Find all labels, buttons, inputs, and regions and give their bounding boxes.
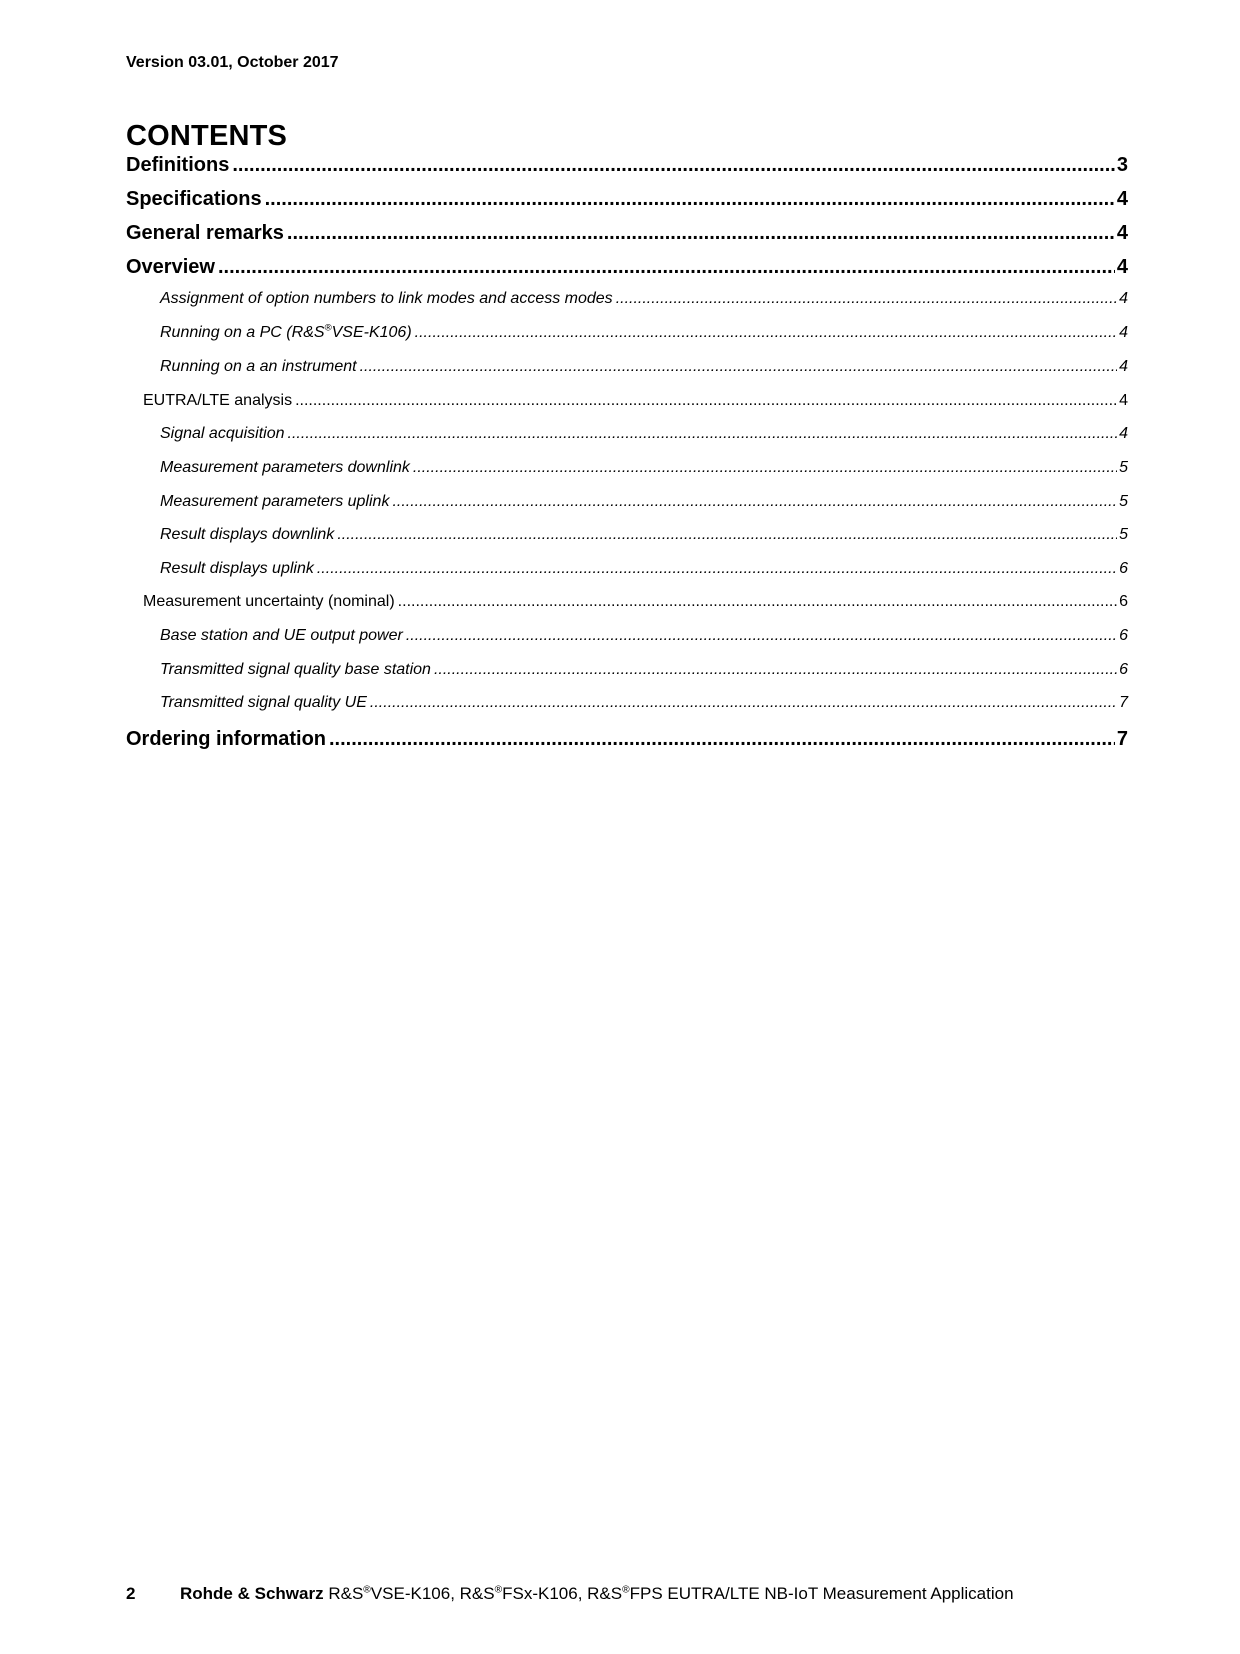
- toc-entry-page-number: 5: [1119, 526, 1128, 543]
- toc-dot-leader: [413, 459, 1117, 477]
- toc-dot-leader: [265, 188, 1115, 211]
- toc-entry-label: Base station and UE output power: [160, 627, 403, 644]
- toc-entry-label: EUTRA/LTE analysis: [143, 392, 293, 409]
- toc-dot-leader: [434, 661, 1117, 679]
- toc-dot-leader: [337, 526, 1117, 544]
- footer-brand: Rohde & Schwarz: [180, 1584, 324, 1603]
- toc-entry-label: Measurement parameters uplink: [160, 493, 390, 510]
- toc-entry-page-number: 6: [1119, 661, 1128, 678]
- toc-dot-leader: [329, 728, 1115, 751]
- toc-entry-label: Measurement uncertainty (nominal): [143, 593, 395, 610]
- toc-entry-page-number: 7: [1116, 728, 1128, 750]
- toc-entry-page-number: 3: [1116, 154, 1128, 176]
- toc-entry-page-number: 6: [1119, 593, 1128, 610]
- toc-entry-label: General remarks: [126, 222, 284, 244]
- toc-entry[interactable]: [126, 154, 1128, 177]
- toc-entry-label: Transmitted signal quality UE: [160, 694, 367, 711]
- toc-entry-page-number: 4: [1116, 188, 1128, 210]
- toc-entry[interactable]: [126, 526, 1128, 544]
- toc-dot-leader: [392, 493, 1117, 511]
- toc-entry[interactable]: [126, 256, 1128, 279]
- toc-entry-label: Assignment of option numbers to link modes and access modes: [160, 290, 613, 307]
- toc-entry-page-number: 6: [1119, 560, 1128, 577]
- toc-entry-page-number: 4: [1116, 256, 1128, 278]
- toc-entry-label: Result displays uplink: [160, 560, 314, 577]
- toc-entry-page-number: 5: [1119, 493, 1128, 510]
- footer-page-number: 2: [126, 1584, 136, 1603]
- toc-entry-label: Measurement parameters downlink: [160, 459, 410, 476]
- toc-entry[interactable]: [126, 324, 1128, 342]
- toc-dot-leader: [295, 392, 1117, 410]
- toc-entry[interactable]: [126, 392, 1128, 410]
- toc-entry-page-number: 6: [1119, 627, 1128, 644]
- toc-dot-leader: [398, 593, 1117, 611]
- toc-entry[interactable]: [126, 728, 1128, 751]
- toc-entry[interactable]: [126, 661, 1128, 679]
- toc-dot-leader: [288, 425, 1118, 443]
- toc-entry[interactable]: [126, 425, 1128, 443]
- toc-entry-label: Definitions: [126, 154, 230, 176]
- toc-entry-page-number: 4: [1119, 324, 1128, 341]
- toc-dot-leader: [317, 560, 1117, 578]
- toc-dot-leader: [616, 290, 1117, 308]
- toc-entry[interactable]: [126, 493, 1128, 511]
- toc-entry[interactable]: [126, 627, 1128, 645]
- toc-entry-label: Specifications: [126, 188, 262, 210]
- toc-entry-label: Transmitted signal quality base station: [160, 661, 431, 678]
- toc-dot-leader: [406, 627, 1117, 645]
- toc-dot-leader: [415, 324, 1117, 342]
- toc-dot-leader: [232, 154, 1115, 177]
- toc-entry[interactable]: [126, 560, 1128, 578]
- toc-entry[interactable]: [126, 290, 1128, 308]
- toc-entry[interactable]: [126, 222, 1128, 245]
- toc-entry-label: Overview: [126, 256, 215, 278]
- contents-heading: CONTENTS: [126, 120, 288, 152]
- toc-entry-label: Running on a an instrument: [160, 358, 357, 375]
- toc-entry-label: Result displays downlink: [160, 526, 335, 543]
- document-version: Version 03.01, October 2017: [126, 54, 339, 71]
- page-footer: [126, 1584, 1126, 1604]
- toc-entry[interactable]: [126, 459, 1128, 477]
- toc-entry-page-number: 4: [1119, 392, 1128, 409]
- toc-dot-leader: [360, 358, 1118, 376]
- toc-entry-label: Signal acquisition: [160, 425, 285, 442]
- toc-entry-page-number: 4: [1116, 222, 1128, 244]
- toc-entry-page-number: 4: [1119, 290, 1128, 307]
- toc-dot-leader: [287, 222, 1115, 245]
- toc-entry-label: Ordering information: [126, 728, 326, 750]
- toc-entry[interactable]: [126, 694, 1128, 712]
- toc-entry-page-number: 5: [1119, 459, 1128, 476]
- toc-dot-leader: [218, 256, 1115, 279]
- toc-entry-page-number: 4: [1119, 358, 1128, 375]
- toc-entry[interactable]: [126, 358, 1128, 376]
- toc-entry-label: Running on a PC (R&S®VSE-K106): [160, 322, 412, 341]
- toc-entry-page-number: 4: [1119, 425, 1128, 442]
- footer-product: R&S®VSE-K106, R&S®FSx-K106, R&S®FPS EUTRA/LTE NB-IoT Measurement Application: [328, 1584, 1014, 1603]
- toc-entry-page-number: 7: [1119, 694, 1128, 711]
- toc-entry[interactable]: [126, 593, 1128, 611]
- toc-entry[interactable]: [126, 188, 1128, 211]
- toc-dot-leader: [370, 694, 1117, 712]
